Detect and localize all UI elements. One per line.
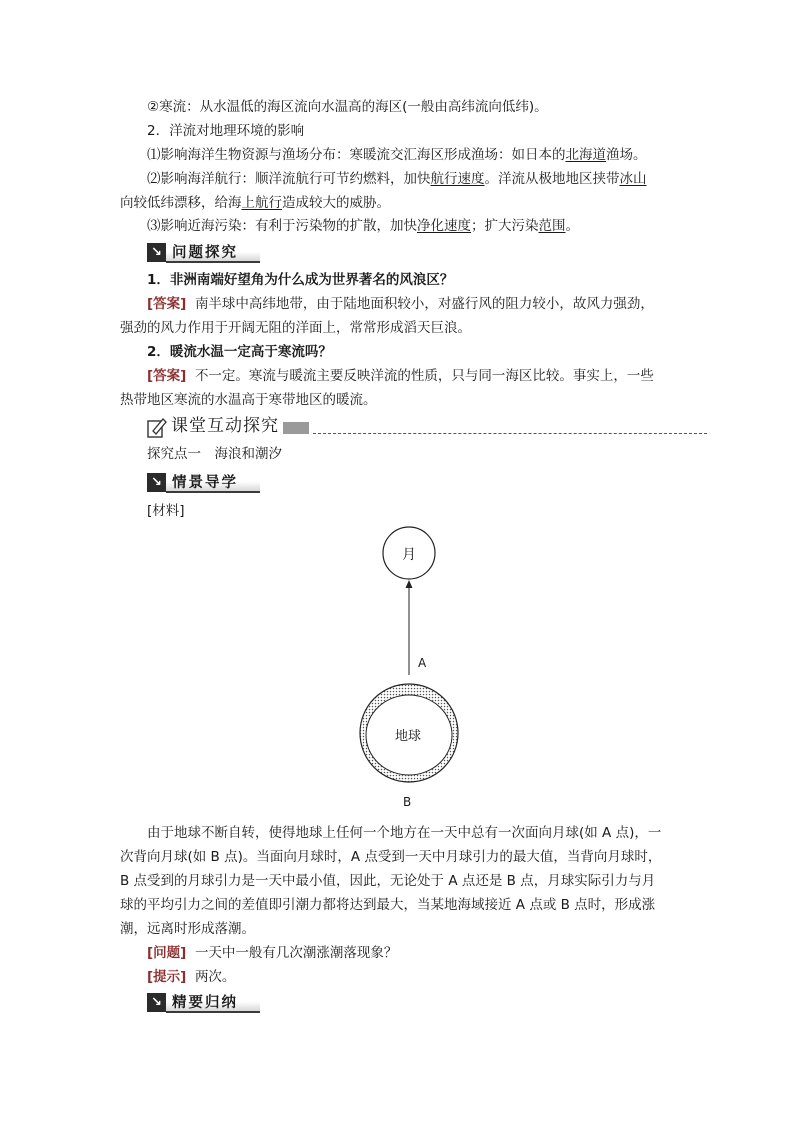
answer-tag: [答案] [147,296,187,312]
question-tag: [问题] [147,945,187,961]
tide-paragraph-line-5: 潮，远离时形成落潮。 [120,921,255,937]
point-a-label: A [418,656,427,670]
answer-1-line-2: 强劲的风力作用于开阔无阻的洋面上，常常形成滔天巨浪。 [120,320,471,336]
question-2: 2．暖流水温一定高于寒流吗？ [147,344,332,360]
hint-tag: [提示] [147,969,187,985]
banner-bar [283,422,309,434]
tide-paragraph-line-1: 由于地球不断自转，使得地球上任何一个地方在一天中总有一次面向月球(如 A 点)，一 [147,825,662,841]
cold-current-line: ②寒流：从水温低的海区流向水温高的海区(一般由高纬流向低纬)。 [147,99,548,115]
effect-item-2-line-1: ⑵影响海洋航行：顺洋流航行可节约燃料，加快航行速度。洋流从极地地区挟带冰山 [147,171,647,187]
question-line: [问题] 一天中一般有几次潮涨潮落现象？ [147,945,398,961]
effect-item-1: ⑴影响海洋生物资源与渔场分布：寒暖流交汇海区形成渔场：如日本的北海道渔场。 [147,147,647,163]
section-label: 问题探究 [166,242,260,263]
section-header-explore [147,241,260,263]
tide-paragraph-line-4: 球的平均引力之间的差值即引潮力都将达到最大，当某地海域接近 A 点或 B 点时，形成涨 [120,897,656,913]
answer-tag: [答案] [147,368,187,384]
pencil-frame-icon [147,417,167,439]
section-label: 情景导学 [166,472,260,493]
hint-line: [提示] 两次。 [147,969,236,985]
point-b-label: B [403,795,412,809]
arrow-icon: ↘ [147,473,166,492]
banner-classroom-interaction [147,413,707,439]
banner-title: 课堂互动探究 [171,416,279,436]
banner-divider [313,433,707,434]
moon-earth-diagram [350,525,470,815]
effect-item-2-line-2: 向较低纬漂移，给海上航行造成较大的威胁。 [120,195,390,211]
tide-paragraph-line-3: B 点受到的月球引力是一天中最小值，因此，无论处于 A 点还是 B 点，月球实际引力与月 [120,873,656,889]
answer-2-line-2: 热带地区寒流的水温高于寒带地区的暖流。 [120,392,377,408]
earth-label: 地球 [395,729,422,744]
arrow-head [406,580,413,588]
moon-label: 月 [402,547,416,563]
tide-paragraph-line-2: 次背向月球(如 B 点)。当面向月球时，A 点受到一天中月球引力的最大值，当背向月球时， [120,849,662,865]
explore-point-title: 探究点一 海浪和潮汐 [147,446,282,462]
arrow-icon: ↘ [147,993,166,1012]
section-header-summary [147,991,260,1013]
question-1: 1．非洲南端好望角为什么成为世界著名的风浪区？ [147,272,454,288]
arrow-icon: ↘ [147,243,166,262]
answer-1-line-1: [答案] 南半球中高纬地带，由于陆地面积较小，对盛行风的阻力较小，故风力强劲， [147,296,654,312]
material-tag: [材料] [147,503,185,519]
heading-ocean-current-effects: 2．洋流对地理环境的影响 [147,123,305,139]
effect-item-3: ⑶影响近海污染：有利于污染物的扩散，加快净化速度；扩大污染范围。 [147,218,579,234]
section-label: 精要归纳 [166,992,260,1013]
section-header-scene [147,471,260,493]
answer-2-line-1: [答案] 不一定。寒流与暖流主要反映洋流的性质，只与同一海区比较。事实上，一些 [147,368,654,384]
